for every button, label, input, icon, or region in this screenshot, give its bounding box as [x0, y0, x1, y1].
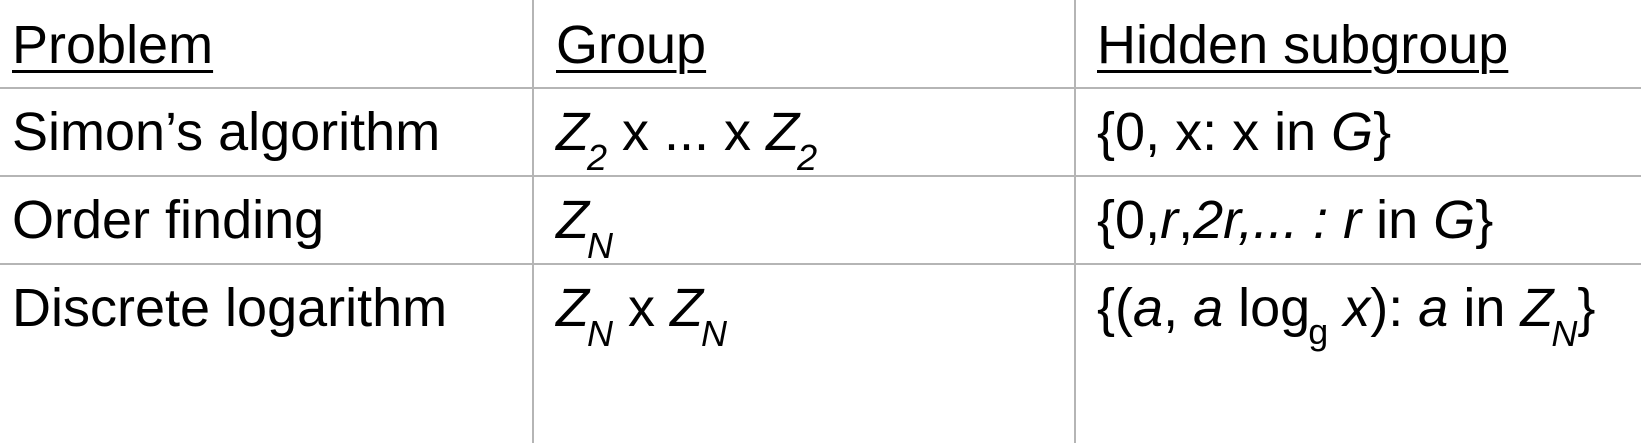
problem-simon: Simon’s algorithm — [12, 102, 441, 162]
group-symbol: Z — [556, 190, 589, 250]
group-simon — [556, 102, 818, 178]
group-product: x ... x — [607, 102, 767, 162]
header-hidden-subgroup: Hidden subgroup — [1097, 15, 1509, 75]
hidden-text — [1328, 278, 1343, 338]
group-product: x — [613, 278, 671, 338]
hidden-group-symbol: Z — [1520, 278, 1554, 338]
row-divider — [0, 175, 1641, 177]
hidden-text: , — [1163, 278, 1194, 338]
hidden-discrete-log — [1097, 265, 1627, 357]
group-symbol: Z — [766, 102, 800, 162]
hidden-var-2r: 2r — [1193, 190, 1239, 250]
hidden-var-r: r — [1160, 190, 1179, 250]
header-group: Group — [556, 15, 707, 75]
hidden-text: in — [1448, 278, 1506, 338]
group-subscript: 2 — [797, 137, 818, 178]
problem-discrete-log: Discrete logarithm — [12, 278, 448, 338]
hidden-group-symbol: G — [1331, 102, 1374, 162]
hidden-var-a: a — [1133, 278, 1164, 338]
group-order-finding — [556, 190, 613, 266]
group-subscript: N — [587, 313, 613, 354]
hidden-simon — [1097, 102, 1392, 162]
hidden-text: ): — [1370, 278, 1419, 338]
hidden-var-x: x — [1343, 278, 1371, 338]
hidden-var-a: a — [1193, 278, 1224, 338]
hidden-text: ,... : — [1238, 190, 1344, 250]
hidden-text: in — [1361, 190, 1434, 250]
hidden-log: log — [1223, 278, 1311, 338]
hidden-group-symbol: G — [1433, 190, 1476, 250]
group-subscript: N — [701, 313, 728, 354]
group-symbol: Z — [670, 278, 704, 338]
hidden-text: , — [1178, 190, 1194, 250]
group-discrete-log — [556, 278, 728, 354]
column-divider — [1074, 0, 1076, 443]
hidden-order-finding — [1097, 190, 1494, 250]
hidden-subscript: N — [1551, 313, 1578, 354]
hidden-text: {0, — [1097, 190, 1161, 250]
hidden-text: } — [1373, 102, 1392, 162]
hidden-text: {( — [1097, 278, 1134, 338]
header-problem: Problem — [12, 15, 214, 75]
hidden-var-a: a — [1418, 278, 1449, 338]
hidden-text: {0, x: x in — [1097, 102, 1332, 162]
hidden-var-r: r — [1343, 190, 1362, 250]
group-symbol: Z — [556, 102, 589, 162]
group-symbol: Z — [556, 278, 589, 338]
group-subscript: N — [587, 225, 613, 266]
column-divider — [532, 0, 534, 443]
row-divider — [0, 87, 1641, 89]
hidden-text: } — [1475, 190, 1494, 250]
group-subscript: 2 — [587, 137, 608, 178]
hidden-log-base: g — [1308, 311, 1329, 352]
hidden-text: } — [1577, 278, 1596, 338]
problem-order-finding: Order finding — [12, 190, 325, 250]
